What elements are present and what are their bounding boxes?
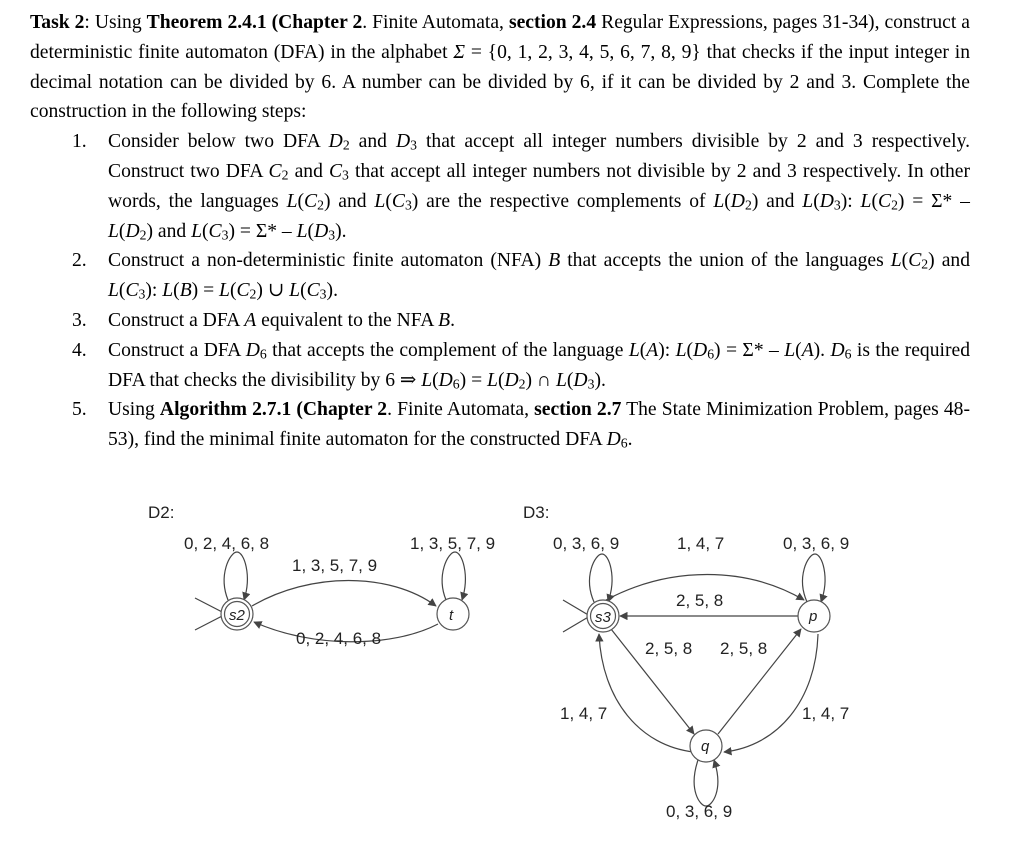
d2-edge-s2-to-t	[252, 581, 436, 607]
d2-edge-s2-loop	[224, 552, 247, 600]
step-number: 5.	[72, 399, 87, 421]
d2-label-t-loop: 1, 3, 5, 7, 9	[410, 534, 496, 553]
dfa-d2-label: D2:	[148, 503, 175, 522]
d3-label-q-to-p: 2, 5, 8	[720, 639, 768, 658]
step-number: 4.	[72, 339, 87, 361]
section-reference: section 2.7	[534, 399, 622, 421]
step-number: 1.	[72, 131, 87, 153]
step-number: 3.	[72, 309, 87, 331]
d3-edge-s3-loop	[590, 554, 612, 602]
d3-state-s3-label: s3	[595, 609, 611, 626]
d3-edge-p-loop	[803, 554, 825, 602]
d3-label-q-loop: 0, 3, 6, 9	[666, 802, 733, 821]
d3-label-p-to-q: 1, 4, 7	[802, 704, 850, 723]
d2-label-s2-to-t: 1, 3, 5, 7, 9	[292, 556, 378, 575]
d2-state-s2-label: s2	[229, 607, 245, 624]
d3-label-s3-loop: 0, 3, 6, 9	[553, 534, 620, 553]
step-5: 5. Using Algorithm 2.7.1 (Chapter 2. Finite Automata, section 2.7 The State Minimization Problem, pages 48-53), find the minimal finite automaton for the constructed DFA $D_6$.	[30, 395, 970, 455]
section-reference: section 2.4	[508, 12, 597, 33]
dfa-d3	[523, 503, 849, 821]
d2-state-t-label: t	[449, 607, 454, 624]
step-3: 3. Construct a DFA A equivalent to the NFA B.	[30, 306, 970, 336]
step-2: 2. Construct a non-deterministic finite automaton (NFA) B that accepts the union of the languages $L(C_2)$ and $L(C_3)$: $L(B) = L(C_2)$ ∪ $L(C_3)$.	[30, 246, 970, 306]
step-number: 2.	[72, 250, 87, 272]
algorithm-reference: Algorithm 2.7.1 (Chapter 2	[159, 399, 388, 421]
d3-label-p-loop: 0, 3, 6, 9	[783, 534, 850, 553]
d3-label-q-to-s3: 1, 4, 7	[560, 704, 608, 723]
d2-edge-t-loop	[442, 552, 465, 600]
task-title: Task 2	[30, 12, 85, 33]
d3-state-q-label: q	[701, 738, 710, 755]
dfa-d2	[148, 503, 495, 648]
d2-label-t-to-s2: 0, 2, 4, 6, 8	[296, 629, 382, 648]
task-intro: Task 2: Using Theorem 2.4.1 (Chapter 2. Finite Automata, section 2.4 Regular Expressions, pages 31-34), construct a deterministic finite automaton (DFA) in the alphabet Σ = {0, 1, 2, 3, 4, 5, 6, 7, 8, 9} that checks if the input integer in decimal notation can be divided by 6. A number can be divided by 6, if it can be divided by 2 and 3. Complete the construction in the following steps:	[30, 12, 970, 123]
d3-start-marker	[563, 600, 590, 632]
d3-label-s3-to-p: 1, 4, 7	[677, 534, 725, 553]
d3-state-p-label: p	[809, 608, 818, 625]
d3-edge-q-loop	[694, 760, 718, 806]
step-1: 1. Consider below two DFA $D_2$ and $D_3$ that accept all integer numbers divisible by 2 and 3 respectively. Construct two DFA $C_2$ and $C_3$ that accept all integer numbers not divisible by 2 and 3 respectively. In other words, the languages $L(C_2)$ and $L(C_3)$ are the respective complements of $L(D_2)$ and $L(D_3)$: $L(C_2) = \Sigma* - L(D_2)$ and $L(C_3) = \Sigma* - L(D_3)$.	[30, 127, 970, 246]
dfa-d3-label: D3:	[523, 503, 550, 522]
d3-label-s3-to-q: 2, 5, 8	[645, 639, 693, 658]
d2-label-s2-loop: 0, 2, 4, 6, 8	[184, 534, 270, 553]
theorem-reference: Theorem 2.4.1 (Chapter 2	[146, 12, 363, 33]
step-4: 4. Construct a DFA $D_6$ that accepts the complement of the language L(A): $L(D_6) = \Sigma* - L(A)$. $D_6$ is the required DFA that checks the divisibility by 6 ⇒ $L(D_6) = L(D_2)$ ∩ $L(D_3)$.	[30, 336, 970, 396]
d3-label-p-to-s3: 2, 5, 8	[676, 591, 724, 610]
